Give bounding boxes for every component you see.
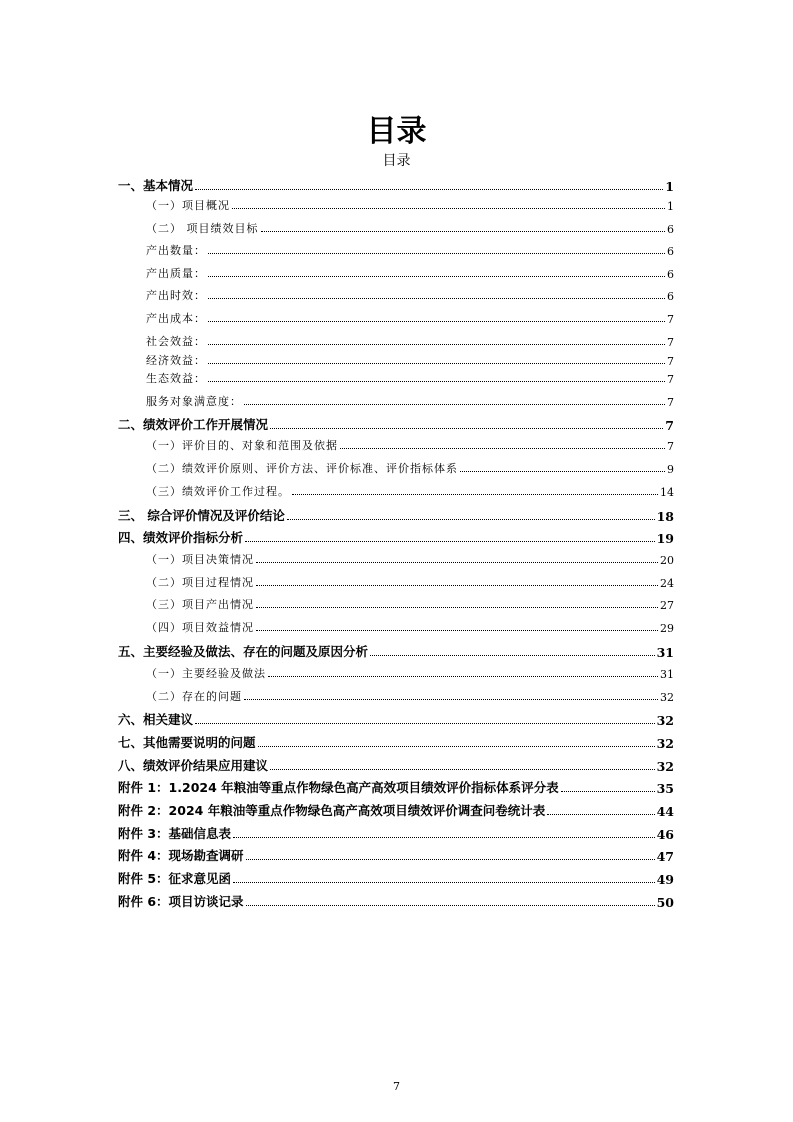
toc-entry-label: 六、相关建议 xyxy=(118,712,194,727)
toc-dot-leader xyxy=(208,297,665,299)
toc-entry-label: 三、 综合评价情况及评价结论 xyxy=(118,508,285,523)
toc-entry-page-number: 7 xyxy=(667,313,674,326)
toc-entry-page-number: 7 xyxy=(667,336,674,349)
toc-entry-label: 产出时效： xyxy=(146,289,206,302)
toc-entry-label: 附件 6：项目访谈记录 xyxy=(118,894,244,909)
toc-dot-leader xyxy=(246,858,655,860)
toc-entry-section[interactable] xyxy=(118,506,674,524)
toc-dot-leader xyxy=(244,698,658,700)
toc-entry-label: （二）绩效评价原则、评价方法、评价标准、评价指标体系 xyxy=(146,462,458,475)
toc-entry-label: 八、绩效评价结果应用建议 xyxy=(118,758,269,773)
toc-entry-page-number: 32 xyxy=(656,759,674,774)
toc-dot-leader xyxy=(195,722,655,724)
toc-entry-page-number: 20 xyxy=(660,554,674,567)
toc-dot-leader xyxy=(208,252,665,254)
toc-entry-section[interactable] xyxy=(118,415,674,433)
toc-dot-leader xyxy=(244,403,665,405)
toc-entry-section[interactable] xyxy=(118,801,674,819)
toc-entry-page-number: 7 xyxy=(667,396,674,409)
toc-dot-leader xyxy=(561,790,655,792)
toc-dot-leader xyxy=(208,380,665,382)
toc-entry-label: 生态效益： xyxy=(146,372,206,385)
toc-dot-leader xyxy=(258,745,655,747)
toc-entry-subsection[interactable] xyxy=(118,242,674,258)
toc-entry-label: 社会效益： xyxy=(146,335,206,348)
toc-entry-subsection[interactable] xyxy=(118,437,674,453)
toc-dot-leader xyxy=(246,904,655,906)
toc-entry-label: （三）项目产出情况 xyxy=(146,598,254,611)
toc-entry-page-number: 19 xyxy=(656,531,674,546)
toc-entry-label: 一、基本情况 xyxy=(118,178,194,193)
toc-entry-subsection[interactable] xyxy=(118,287,674,303)
toc-dot-leader xyxy=(256,606,658,608)
toc-entry-label: 产出质量： xyxy=(146,267,206,280)
toc-entry-subsection[interactable] xyxy=(118,551,674,567)
toc-entry-page-number: 49 xyxy=(656,872,674,887)
toc-entry-page-number: 6 xyxy=(667,268,674,281)
toc-dot-leader xyxy=(208,275,665,277)
toc-entry-label: （一）主要经验及做法 xyxy=(146,667,266,680)
toc-dot-leader xyxy=(261,230,666,232)
toc-entry-label: 五、主要经验及做法、存在的问题及原因分析 xyxy=(118,644,369,659)
page-title: 目录 xyxy=(366,114,427,149)
toc-entry-page-number: 32 xyxy=(660,691,674,704)
toc-entry-subsection[interactable] xyxy=(118,310,674,326)
toc-entry-label: 二、绩效评价工作开展情况 xyxy=(118,417,269,432)
toc-entry-label: 经济效益： xyxy=(146,354,206,367)
toc-entry-label: 四、绩效评价指标分析 xyxy=(118,530,244,545)
toc-entry-page-number: 29 xyxy=(660,622,674,635)
toc-entry-page-number: 24 xyxy=(660,577,674,590)
toc-dot-leader xyxy=(287,518,655,520)
toc-dot-leader xyxy=(232,207,665,209)
toc-entry-section[interactable] xyxy=(118,778,674,796)
toc-entry-label: 附件 2：2024 年粮油等重点作物绿色高产高效项目绩效评价调查问卷统计表 xyxy=(118,803,546,818)
toc-dot-leader xyxy=(270,768,655,770)
toc-entry-subsection[interactable] xyxy=(118,596,674,612)
toc-entry-label: 附件 1：1.2024 年粮油等重点作物绿色高产高效项目绩效评价指标体系评分表 xyxy=(118,780,559,795)
page-number: 7 xyxy=(393,1080,400,1093)
toc-entry-page-number: 9 xyxy=(667,463,674,476)
toc-entry-page-number: 1 xyxy=(665,179,674,194)
toc-entry-page-number: 1 xyxy=(667,200,674,213)
toc-dot-leader xyxy=(256,629,658,631)
toc-entry-page-number: 31 xyxy=(656,645,674,660)
toc-dot-leader xyxy=(268,675,658,677)
toc-entry-page-number: 6 xyxy=(667,223,674,236)
toc-entry-label: （四）项目效益情况 xyxy=(146,621,254,634)
toc-entry-section[interactable] xyxy=(118,756,674,774)
toc-entry-label: （二）存在的问题 xyxy=(146,690,242,703)
toc-dot-leader xyxy=(370,654,655,656)
toc-entry-label: （一）评价目的、对象和范围及依据 xyxy=(146,439,338,452)
toc-entry-page-number: 27 xyxy=(660,599,674,612)
toc-entry-page-number: 35 xyxy=(656,781,674,796)
toc-dot-leader xyxy=(292,493,658,495)
toc-dot-leader xyxy=(340,447,665,449)
toc-entry-subsection[interactable] xyxy=(118,352,674,368)
toc-dot-leader xyxy=(547,813,654,815)
toc-entry-label: （一）项目概况 xyxy=(146,199,230,212)
toc-entry-page-number: 7 xyxy=(667,373,674,386)
toc-entry-section[interactable] xyxy=(118,710,674,728)
toc-entry-page-number: 32 xyxy=(656,713,674,728)
toc-entry-page-number: 14 xyxy=(660,486,674,499)
toc-dot-leader xyxy=(195,188,663,190)
toc-entry-label: （二）项目过程情况 xyxy=(146,576,254,589)
toc-entry-subsection[interactable] xyxy=(118,370,674,386)
toc-entry-page-number: 18 xyxy=(656,509,674,524)
toc-entry-subsection[interactable] xyxy=(118,619,674,635)
toc-entry-section[interactable] xyxy=(118,846,674,864)
toc-entry-subsection[interactable] xyxy=(118,665,674,681)
toc-dot-leader xyxy=(256,561,658,563)
toc-entry-section[interactable] xyxy=(118,642,674,660)
toc-entry-label: （一）项目决策情况 xyxy=(146,553,254,566)
toc-entry-section[interactable] xyxy=(118,824,674,842)
toc-entry-subsection[interactable] xyxy=(118,574,674,590)
toc-entry-section[interactable] xyxy=(118,176,674,194)
toc-entry-page-number: 44 xyxy=(656,804,674,819)
toc-dot-leader xyxy=(208,320,665,322)
toc-dot-leader xyxy=(233,881,655,883)
toc-dot-leader xyxy=(208,362,665,364)
toc-entry-label: （三）绩效评价工作过程。 xyxy=(146,485,290,498)
toc-subtitle: 目录 xyxy=(382,153,411,169)
toc-entry-page-number: 6 xyxy=(667,290,674,303)
toc-entry-subsection[interactable] xyxy=(118,483,674,499)
toc-entry-label: 附件 3：基础信息表 xyxy=(118,826,232,841)
toc-entry-section[interactable] xyxy=(118,733,674,751)
toc-entry-label: 附件 4：现场勘查调研 xyxy=(118,848,244,863)
toc-entry-page-number: 7 xyxy=(665,418,674,433)
toc-entry-label: 产出成本： xyxy=(146,312,206,325)
toc-entry-subsection[interactable] xyxy=(118,688,674,704)
toc-entry-subsection[interactable] xyxy=(118,393,674,409)
toc-entry-subsection[interactable] xyxy=(118,265,674,281)
toc-entry-subsection[interactable] xyxy=(118,220,674,236)
toc-entry-page-number: 46 xyxy=(656,827,674,842)
toc-dot-leader xyxy=(270,427,663,429)
toc-entry-page-number: 7 xyxy=(667,355,674,368)
toc-dot-leader xyxy=(233,836,655,838)
toc-entry-subsection[interactable] xyxy=(118,333,674,349)
toc-entry-label: 附件 5：征求意见函 xyxy=(118,871,232,886)
toc-entry-section[interactable] xyxy=(118,892,674,910)
toc-dot-leader xyxy=(460,470,665,472)
toc-dot-leader xyxy=(208,343,665,345)
toc-entry-label: 服务对象满意度： xyxy=(146,395,242,408)
toc-entry-label: 产出数量： xyxy=(146,244,206,257)
toc-entry-page-number: 50 xyxy=(656,895,674,910)
toc-entry-page-number: 31 xyxy=(660,668,674,681)
toc-dot-leader xyxy=(256,584,658,586)
toc-entry-section[interactable] xyxy=(118,869,674,887)
toc-dot-leader xyxy=(245,540,655,542)
toc-entry-subsection[interactable] xyxy=(118,460,674,476)
toc-entry-page-number: 7 xyxy=(667,440,674,453)
toc-entry-page-number: 47 xyxy=(656,849,674,864)
toc-entry-label: 七、其他需要说明的问题 xyxy=(118,735,256,750)
toc-entry-label: （二） 项目绩效目标 xyxy=(146,222,259,235)
toc-entry-page-number: 32 xyxy=(656,736,674,751)
toc-entry-subsection[interactable] xyxy=(118,197,674,213)
toc-entry-section[interactable] xyxy=(118,528,674,546)
toc-entry-page-number: 6 xyxy=(667,245,674,258)
